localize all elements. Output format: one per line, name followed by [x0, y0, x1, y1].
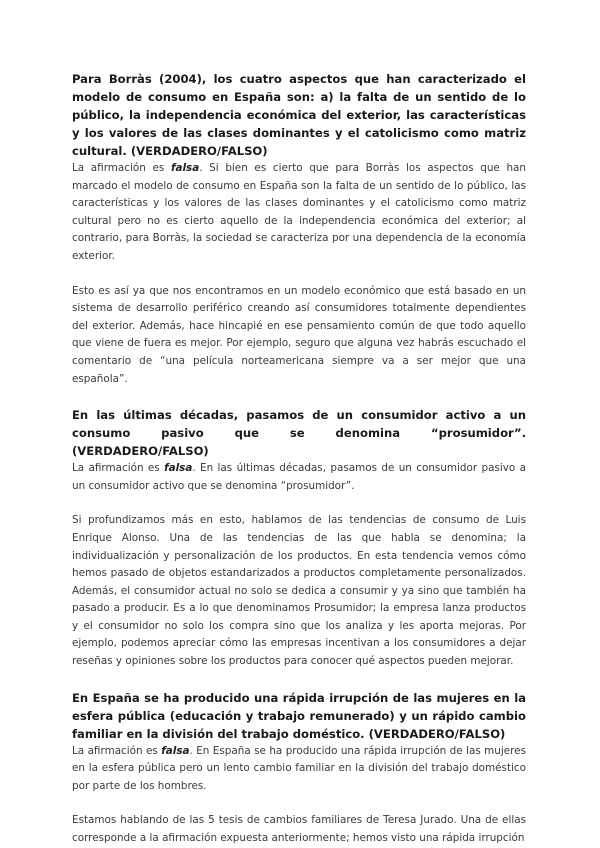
question-1: Para Borràs (2004), los cuatro aspectos que han caracterizado el modelo de consumo en España son: a) la falta de un sentido de lo público, la independencia económica del exterior, las características y los valores de las clases dominantes y el catolicismo como matriz cultural. (VERDADERO/FALSO) — [72, 72, 526, 158]
explanation-1: Esto es así ya que nos encontramos en un modelo económico que está basado en un sistema de desarrollo periférico creando así consumidores totalmente dependientes del exterior. Además, hace hincapié en ese pensamiento común de que todo aquello que viene de fuera es mejor. Por ejemplo, seguro que alguna vez habrás escuchado el comentario de “una película norteamericana siempre va a ser mejor que una española”. — [72, 284, 526, 385]
question-2: En las últimas décadas, pasamos de un consumidor activo a un consumo pasivo que se denomina “prosumidor”. (VERDADERO/FALSO) — [72, 408, 526, 459]
answer-3-prefix: La afirmación es — [72, 744, 162, 757]
answer-1 — [72, 160, 526, 266]
answer-2-text: . En las últimas décadas, pasamos de un consumidor pasivo a un consumidor activo que se denomina “prosumidor”. — [72, 462, 526, 492]
question-3: En España se ha producido una rápida irrupción de las mujeres en la esfera pública (educación y trabajo remunerado) y un rápido cambio familiar en la división del trabajo doméstico. (VERDADERO/FALSO) — [72, 690, 526, 741]
answer-3 — [72, 743, 526, 796]
answer-3-text: . En España se ha producido una rápida irrupción de las mujeres en la esfera pública pero un lento cambio familiar en la división del trabajo doméstico por parte de los hombres. — [72, 744, 526, 792]
answer-1-verdict: falsa — [170, 162, 200, 174]
answer-2 — [72, 460, 526, 495]
answer-2-prefix: La afirmación es — [72, 462, 165, 475]
explanation-2: Si profundizamos más en esto, hablamos de las tendencias de consumo de Luis Enrique Alonso. Una de las tendencias de las que habla se denomina; la individualización y personalización de los productos. En esta tendencia vemos cómo hemos pasado de objetos estandarizados a productos completamente personalizados. Además, el consumidor actual no solo se dedica a consumir y ya sino que también ha pasado a producir. Es a lo que denominamos Prosumidor; la empresa lanza productos y el consumidor no solo los compra sino que los analiza y les aporta mejoras. Por ejemplo, podemos apreciar cómo las empresas incentivan a los consumidores a dejar reseñas y opiniones sobre los productos para conocer qué aspectos pueden mejorar. — [72, 514, 526, 668]
explanation-3: Estamos hablando de las 5 tesis de cambios familiares de Teresa Jurado. Una de ellas corresponde a la afirmación expuesta anteriormente; hemos visto una rápida irrupción — [72, 814, 526, 845]
answer-1-text: . Si bien es cierto que para Borràs los aspectos que han marcado el modelo de consumo en España son la falta de un sentido de lo público, las características y los valores de las clases dominantes y el catolicismo como matriz cultural pero no es cierto aquello de la independencia económica del exterior; al contrario, para Borràs, la sociedad se caracteriza por una dependencia de la economía exterior. — [72, 162, 526, 262]
answer-3-verdict: falsa — [161, 744, 190, 757]
answer-2-verdict: falsa — [164, 462, 193, 475]
document-body — [72, 70, 526, 848]
answer-1-prefix: La afirmación es — [72, 162, 171, 174]
